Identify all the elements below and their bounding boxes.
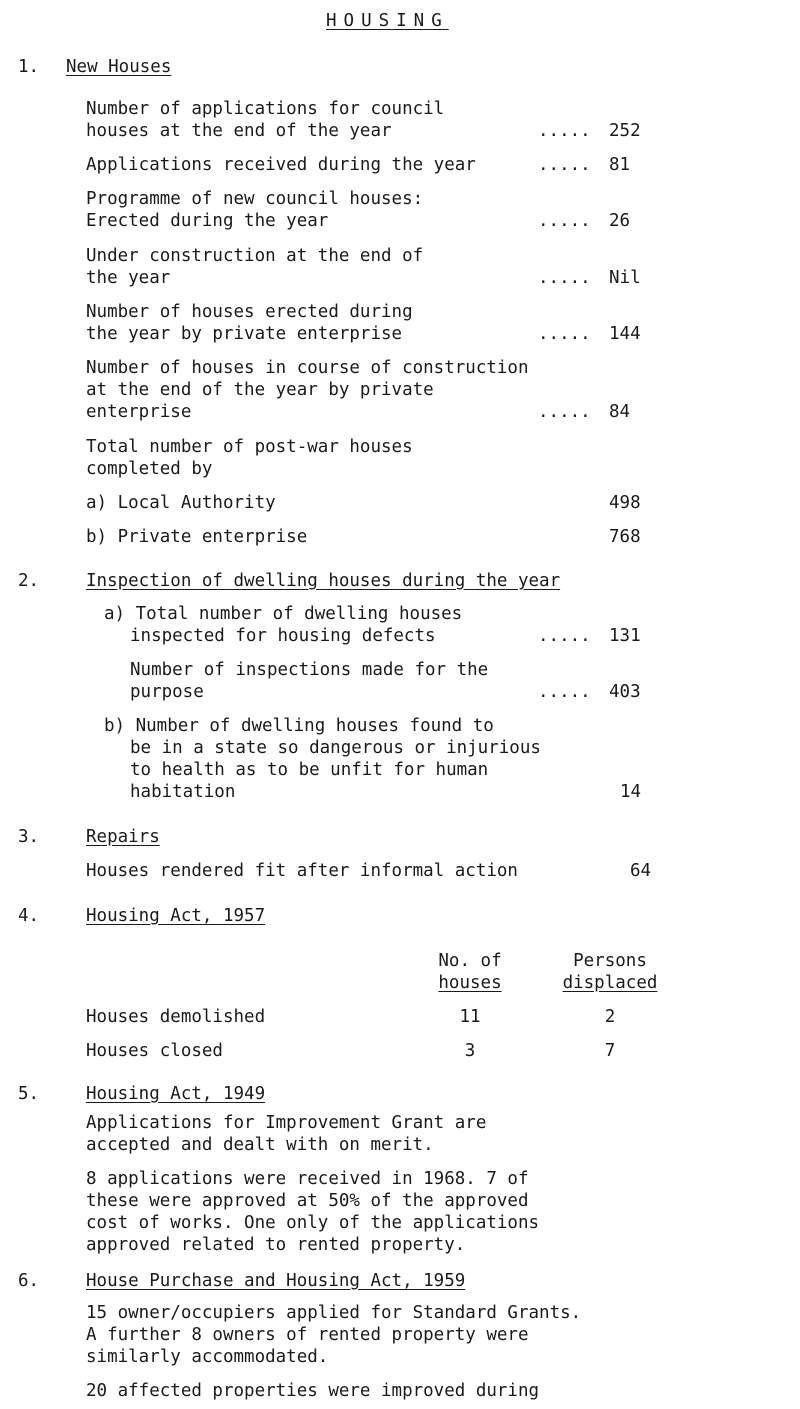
paragraph-line: 20 affected properties were improved during: [86, 1381, 540, 1401]
col-header-houses-line1: No. of: [438, 951, 502, 971]
paragraph-line: similarly accommodated.: [86, 1347, 329, 1367]
section-4-number: 4.: [18, 906, 40, 926]
under-construction-line1: Under construction at the end of: [86, 246, 424, 266]
section-2-number: 2.: [18, 571, 40, 591]
erected-value: 26: [609, 211, 631, 231]
in-course-line2: at the end of the year by private: [86, 380, 434, 400]
private-enterprise-label: b) Private enterprise: [86, 527, 308, 547]
local-authority-label: a) Local Authority: [86, 493, 276, 513]
total-postwar-line1: Total number of post-war houses: [86, 437, 413, 457]
inspected-value: 131: [609, 626, 641, 646]
paragraph-line: these were approved at 50% of the approved: [86, 1191, 529, 1211]
section-1-heading: New Houses: [66, 57, 172, 77]
section-5-heading: Housing Act, 1949: [86, 1084, 266, 1104]
private-erected-value: 144: [609, 324, 641, 344]
repairs-value: 64: [630, 861, 652, 881]
leader-dots: .....: [538, 626, 591, 646]
section-2-heading: Inspection of dwelling houses during the year: [86, 571, 561, 591]
leader-dots: .....: [538, 268, 591, 288]
private-erected-line2: the year by private enterprise: [86, 324, 403, 344]
applications-label-line1: Number of applications for council: [86, 99, 445, 119]
paragraph-line: A further 8 owners of rented property were: [86, 1325, 529, 1345]
col-header-persons-line2: displaced: [562, 973, 658, 993]
under-construction-value: Nil: [609, 268, 641, 288]
programme-label: Programme of new council houses:: [86, 189, 424, 209]
received-label: Applications received during the year: [86, 155, 476, 175]
inspections-line2: purpose: [130, 682, 204, 702]
private-erected-line1: Number of houses erected during: [86, 302, 413, 322]
under-construction-line2: the year: [86, 268, 171, 288]
section-3-heading: Repairs: [86, 827, 160, 847]
leader-dots: .....: [538, 211, 591, 231]
inspections-line1: Number of inspections made for the: [130, 660, 489, 680]
leader-dots: .....: [538, 121, 591, 141]
private-enterprise-value: 768: [609, 527, 641, 547]
paragraph-line: 8 applications were received in 1968. 7 of: [86, 1169, 529, 1189]
paragraph-line: cost of works. One only of the applications: [86, 1213, 540, 1233]
unfit-line2: be in a state so dangerous or injurious: [130, 738, 541, 758]
in-course-value: 84: [609, 402, 631, 422]
unfit-value: 14: [620, 782, 642, 802]
in-course-line3: enterprise: [86, 402, 192, 422]
page-title: HOUSING: [326, 11, 449, 31]
leader-dots: .....: [538, 155, 591, 175]
inspected-line2: inspected for housing defects: [130, 626, 436, 646]
total-postwar-line2: completed by: [86, 459, 213, 479]
applications-label-line2: houses at the end of the year: [86, 121, 392, 141]
inspections-value: 403: [609, 682, 641, 702]
leader-dots: .....: [538, 682, 591, 702]
section-5-number: 5.: [18, 1084, 40, 1104]
unfit-line3: to health as to be unfit for human: [130, 760, 489, 780]
paragraph-line: approved related to rented property.: [86, 1235, 466, 1255]
col-header-persons-line1: Persons: [573, 951, 647, 971]
row-persons: 7: [604, 1041, 616, 1061]
repairs-label: Houses rendered fit after informal action: [86, 861, 518, 881]
col-header-houses-line2: houses: [438, 973, 502, 993]
inspected-line1: a) Total number of dwelling houses: [104, 604, 463, 624]
paragraph-line: Applications for Improvement Grant are: [86, 1113, 487, 1133]
row-houses: 11: [459, 1007, 481, 1027]
row-houses: 3: [464, 1041, 476, 1061]
section-3-number: 3.: [18, 827, 40, 847]
section-6-heading: House Purchase and Housing Act, 1959: [86, 1271, 466, 1291]
section-1-number: 1.: [18, 57, 40, 77]
leader-dots: .....: [538, 402, 591, 422]
unfit-line4: habitation: [130, 782, 236, 802]
applications-value: 252: [609, 121, 641, 141]
in-course-line1: Number of houses in course of construction: [86, 358, 529, 378]
paragraph-line: 15 owner/occupiers applied for Standard Grants.: [86, 1303, 582, 1323]
erected-label: Erected during the year: [86, 211, 329, 231]
section-4-heading: Housing Act, 1957: [86, 906, 266, 926]
unfit-line1: b) Number of dwelling houses found to: [104, 716, 494, 736]
row-label: Houses closed: [86, 1041, 223, 1061]
local-authority-value: 498: [609, 493, 641, 513]
received-value: 81: [609, 155, 631, 175]
row-persons: 2: [604, 1007, 616, 1027]
section-6-number: 6.: [18, 1271, 40, 1291]
paragraph-line: accepted and dealt with on merit.: [86, 1135, 434, 1155]
row-label: Houses demolished: [86, 1007, 266, 1027]
leader-dots: .....: [538, 324, 591, 344]
